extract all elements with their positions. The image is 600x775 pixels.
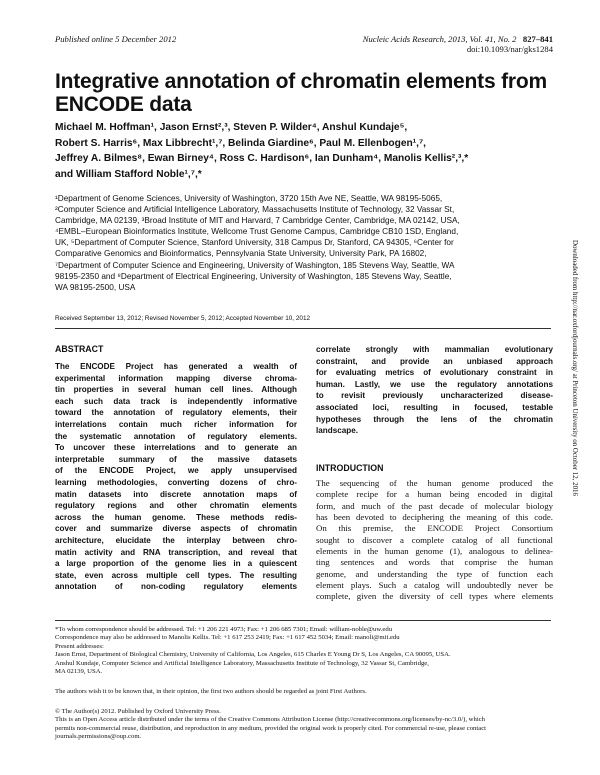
copyright-line: journals.permissions@oup.com. xyxy=(55,733,142,741)
copyright-line: This is an Open Access article distributed under the terms of the Creative Commons Attribution License (http://creativecommons.org/licenses/by-nc/3.0/), which xyxy=(55,716,486,724)
abstract-heading: ABSTRACT xyxy=(55,344,104,354)
abstract-line: cover and summarize diverse aspects of chromatin xyxy=(55,524,297,534)
footnote-line: Anshul Kundaje, Computer Science and Artificial Intelligence Laboratory, Massachusetts Institute of Technology, 32 Vassar St, Cambridge, xyxy=(55,659,429,667)
published-date: Published online 5 December 2012 xyxy=(55,34,177,44)
affiliation-line: ⁷Department of Computer Science and Engineering, University of Washington, 185 Stevens Way, Seattle, WA xyxy=(55,260,455,270)
title-line: Integrative annotation of chromatin elements from xyxy=(55,70,547,93)
body-line: has been devoted to deciphering the meaning of this code. xyxy=(316,512,553,523)
journal-citation xyxy=(363,34,553,44)
abstract-line: of the ENCODE Project, we apply unsupervised xyxy=(55,466,297,476)
abstract-line: The ENCODE Project has generated a wealth of xyxy=(55,362,297,371)
body-line: complete recipe for a human being encoded in digital xyxy=(316,489,553,500)
body-line: The sequencing of the human genome produced the xyxy=(316,478,553,488)
affiliation-line: UK, ⁵Department of Computer Science, Stanford University, 318 Campus Dr, Stanford, CA 94305, ⁶Center for xyxy=(55,238,454,248)
abstract-line: toward the annotation of regulatory elements, their xyxy=(55,408,297,418)
footnote-line: *To whom correspondence should be addressed. Tel: +1 206 221 4973; Fax: +1 206 685 7301; Email: william-noble@uw.edu xyxy=(55,626,393,633)
affiliation-line: 98195-2350 and ⁸Department of Electrical Engineering, University of Washington, 185 Stevens Way, Seattle, xyxy=(55,271,452,281)
abstract-line: for evaluating metrics of evolutionary constraint in xyxy=(316,368,553,378)
download-note: Downloaded from http://nar.oxfordjournals.org/ at Princeton University on October 12, 2016 xyxy=(571,240,578,496)
abstract-line: annotation of non-coding regulatory elements xyxy=(55,582,297,592)
abstract-line: interrelations contain much richer information for xyxy=(55,419,297,429)
body-line: elements in the human genome (1), analogous to delinea- xyxy=(316,546,553,557)
body-line: form, and much of the past decade of molecular biology xyxy=(316,500,553,511)
journal-name: Nucleic Acids Research, 2013, Vol. 41, No. 2 xyxy=(362,34,517,44)
abstract-line: associated loci, resulting in focused, testable xyxy=(316,402,553,412)
affiliation-line: WA 98195-2500, USA xyxy=(55,282,136,292)
copyright-line: © The Author(s) 2012. Published by Oxford University Press. xyxy=(55,708,221,715)
author-list xyxy=(55,120,555,182)
author-line: Robert S. Harris⁶, Max Libbrecht¹,⁷, Belinda Giardine⁶, Paul M. Ellenbogen¹,⁷, xyxy=(55,137,427,149)
abstract-line: landscape. xyxy=(316,426,358,436)
title-line: ENCODE data xyxy=(55,93,192,116)
abstract-line: a large proportion of the genome lies in a quiescent xyxy=(55,559,297,569)
affiliation-line: ⁴EMBL–European Bioinformatics Institute, Wellcome Trust Genome Campus, Cambridge CB10 1SD, England, xyxy=(55,227,459,237)
introduction-body xyxy=(316,478,553,603)
author-line: and William Stafford Noble¹,⁷,* xyxy=(55,168,202,180)
doi: doi:10.1093/nar/gks1284 xyxy=(466,44,553,54)
abstract-line: regulatory regions and other chromatin elements xyxy=(55,501,297,511)
correspondence-footnote xyxy=(55,626,551,676)
affiliation-line: Comparative Genomics and Bioinformatics, Pennsylvania State University, University Park, PA 16802, xyxy=(55,249,427,259)
abstract-line: the systematic annotation of regulatory elements. xyxy=(55,431,297,441)
abstract-line: constraint, and provide an unbiased approach xyxy=(316,356,553,366)
abstract-line: matin datasets into discrete annotation maps of xyxy=(55,489,297,499)
received-dates: Received September 13, 2012; Revised November 5, 2012; Accepted November 10, 2012 xyxy=(55,315,311,322)
affiliation-line: ²Computer Science and Artificial Intelligence Laboratory, Massachusetts Institute of Technology, 32 Vassar St, xyxy=(55,205,455,215)
abstract-line: To uncover these interrelations and to generate an xyxy=(55,443,297,453)
body-line: sought to discover a complete catalog of all functional xyxy=(316,534,553,545)
author-line: Jeffrey A. Bilmes⁸, Ewan Birney⁴, Ross C. Hardison⁶, Ian Dunham⁴, Manolis Kellis²,³,* xyxy=(55,153,469,164)
introduction-heading: INTRODUCTION xyxy=(316,463,384,473)
affiliation-line: Cambridge, MA 02139, ³Broad Institute of MIT and Harvard, 7 Cambridge Center, Cambridge, MA 02142, USA, xyxy=(55,216,460,226)
copyright-notice xyxy=(55,708,551,742)
body-line: On this premise, the ENCODE Project Consortium xyxy=(316,523,553,534)
abstract-line: each such data track is independently informative xyxy=(55,396,297,406)
abstract-line: interpretable summary of the massive datasets xyxy=(55,454,297,464)
body-line: genome, and understanding the type of function each xyxy=(316,568,553,579)
footnote-line: Present addresses: xyxy=(55,642,104,650)
abstract-line: across the human genome. These methods redis- xyxy=(55,512,297,522)
affiliation-line: ¹Department of Genome Sciences, University of Washington, 3720 15th Ave NE, Seattle, WA 98195-5065, xyxy=(55,194,443,203)
abstract-line: experimental information mapping diverse chroma- xyxy=(55,373,297,383)
abstract-line: correlate strongly with mammalian evolutionary xyxy=(316,345,553,354)
page-range: 827–841 xyxy=(522,34,553,44)
copyright-line: permits non-commercial reuse, distribution, and reproduction in any medium, provided the original work is properly cited. For commercial re-use, please contact xyxy=(55,724,487,732)
footnote-line: MA 02139, USA. xyxy=(55,668,103,676)
abstract-line: learning methodologies, converting dozens of chro- xyxy=(55,477,297,487)
footnote-divider xyxy=(55,620,551,621)
abstract-line: to revisit previously uncharacterized disease- xyxy=(316,391,553,401)
abstract-line: hypotheses through the lens of the chromatin xyxy=(316,414,553,424)
footnote-line: Correspondence may also be addressed to Manolis Kellis. Tel: +1 617 253 2419; Fax: +1 617 452 5034; Email: manoli@mit.edu xyxy=(55,634,400,642)
affiliations xyxy=(55,193,550,293)
body-line: ting sentences and words that comprise the human xyxy=(316,557,553,568)
abstract-left-column xyxy=(55,361,297,593)
abstract-line: matin activity and RNA transcription, and reveal that xyxy=(55,547,297,557)
body-line: complete, given the diversity of cell types where elements xyxy=(316,591,553,602)
abstract-line: human. Lastly, we use the regulatory annotations xyxy=(316,379,553,389)
joint-first-author-note: The authors wish it to be known that, in their opinion, the first two authors should be regarded as joint First Authors. xyxy=(55,688,367,695)
abstract-line: state, even across multiple cell types. The resulting xyxy=(55,570,297,580)
author-line: Michael M. Hoffman¹, Jason Ernst²,³, Steven P. Wilder⁴, Anshul Kundaje⁵, xyxy=(55,122,408,133)
abstract-line: architecture, elucidate the interplay between chro- xyxy=(55,535,297,545)
header-divider xyxy=(55,328,551,329)
footnote-line: Jason Ernst, Department of Biological Chemistry, University of California, Los Angeles, 615 Charles E Young Dr S, Los Angeles, CA 90095, USA. xyxy=(55,651,451,659)
abstract-line: tin properties in several human cell lines. Although xyxy=(55,385,297,395)
page-title xyxy=(55,70,555,116)
abstract-right-column xyxy=(316,344,553,437)
body-line: element plays. Such a catalog will undoubtedly never be xyxy=(316,580,553,591)
